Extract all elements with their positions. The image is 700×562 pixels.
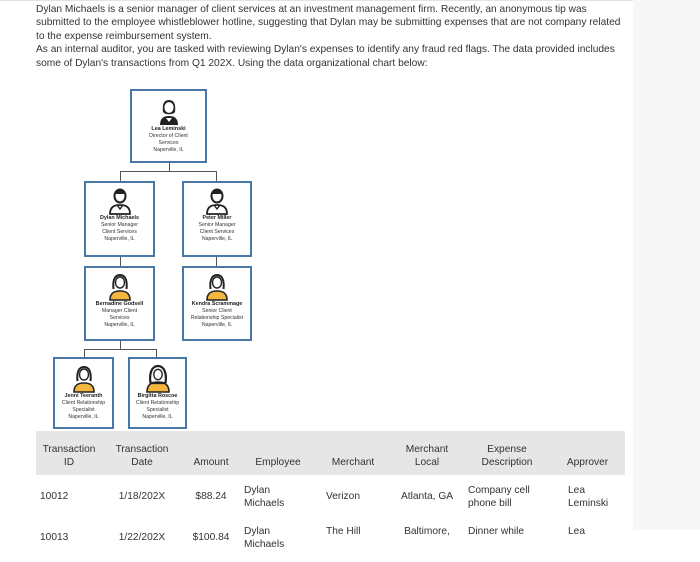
cell-transaction-date: 1/22/202X [118,532,166,543]
avatar-male-icon [202,185,232,215]
org-card-birgitta-roscoe [128,357,187,429]
org-card-location: Naperville, IL [104,236,135,242]
org-card-title: Relationship Specialist [190,315,244,321]
column-header-transaction-date: Transaction Date [102,431,182,475]
prompt-paragraph-1: Dylan Michaels is a senior manager of client services at an investment management firm. Recently, an anonymous tip was submitted to the employee whistleblower hotline, suggesting that Dylan may be submitting expenses that are not company related to the expense reimbursement system. [36,4,621,42]
column-header-merchant-local: Merchant Local [390,431,464,475]
org-card-name: Dylan Michaels [100,215,139,221]
org-card-title: Specialist [72,407,95,413]
cell-merchant-local: Atlanta, GA [400,491,454,502]
org-card-title: Client Relationship [61,400,106,406]
org-card-lea-leminski [130,89,207,163]
prompt-paragraph-2: As an internal auditor, you are tasked with reviewing Dylan's expenses to identify any fraud red flags. The data provided includes some of Dylan's transactions from Q1 202X. Using the data organizational chart below: [36,44,615,69]
org-card-title: Director of Client [149,133,188,139]
org-card-title: Senior Manager [101,222,138,228]
org-card-title: Senior Client [202,308,232,314]
org-card-jenni-teeranth [53,357,114,429]
org-card-title: Specialist [146,407,169,413]
cell-approver: Lea Leminski [568,485,609,509]
org-card-name: Birgitta Roscoe [137,393,178,399]
column-header-amount: Amount [182,431,240,475]
org-card-name: Lea Leminski [151,126,186,132]
org-card-peter-miller [182,181,252,257]
org-card-bernadine-godsell [84,266,155,341]
cell-transaction-id: 10012 [40,491,69,502]
cell-amount: $88.24 [195,491,227,502]
org-card-title: Manager Client [101,308,138,314]
column-header-expense-description: Expense Description [464,431,550,475]
right-gutter [633,0,700,530]
org-card-location: Naperville, IL [153,147,184,153]
org-card-name: Bernadine Godsell [95,301,144,307]
cell-merchant: The Hill [326,526,361,537]
cell-employee: Dylan Michaels [244,526,285,550]
org-card-dylan-michaels [84,181,155,257]
transactions-table [36,431,625,562]
column-header-approver: Approver [550,431,625,475]
org-card-title: Client Relationship [135,400,180,406]
cell-merchant: Verizon [326,491,360,502]
org-card-title: Client Services [102,229,137,235]
avatar-male-icon [105,185,135,215]
avatar-female-icon [105,271,135,301]
avatar-hijab-icon [143,363,173,393]
org-card-location: Naperville, IL [201,236,233,242]
org-card-name: Jenni Teeranth [64,393,103,399]
cell-expense-description: Dinner while [468,526,525,537]
question-prompt [36,3,628,70]
avatar-female-icon [154,96,184,126]
cell-approver: Lea [568,526,585,537]
cell-transaction-id: 10013 [40,532,69,543]
org-card-title: Services [158,140,179,146]
cell-employee: Dylan Michaels [244,485,285,509]
org-card-location: Naperville, IL [142,414,173,420]
avatar-female-icon [202,271,232,301]
column-header-employee: Employee [240,431,316,475]
table-row [36,521,625,562]
org-card-title: Senior Manager [198,222,236,228]
table-header-row [36,431,625,475]
cell-amount: $100.84 [192,532,230,543]
org-card-title: Services [109,315,130,321]
org-card-location: Naperville, IL [104,322,135,328]
cell-transaction-date: 1/18/202X [118,491,166,502]
org-card-location: Naperville, IL [201,322,233,328]
org-card-name: Peter Miller [202,215,232,221]
table-row [36,475,625,521]
org-card-name: Kendra Scrammage [191,301,243,307]
avatar-female-icon [69,363,99,393]
column-header-merchant: Merchant [316,431,390,475]
org-card-location: Naperville, IL [68,414,99,420]
cell-expense-description: Company cell phone bill [468,485,530,509]
column-header-transaction-id: Transaction ID [36,431,102,475]
cell-merchant-local: Baltimore, [404,526,450,537]
org-card-title: Client Services [199,229,235,235]
org-card-kendra-scrammage [182,266,252,341]
top-divider [0,0,700,1]
